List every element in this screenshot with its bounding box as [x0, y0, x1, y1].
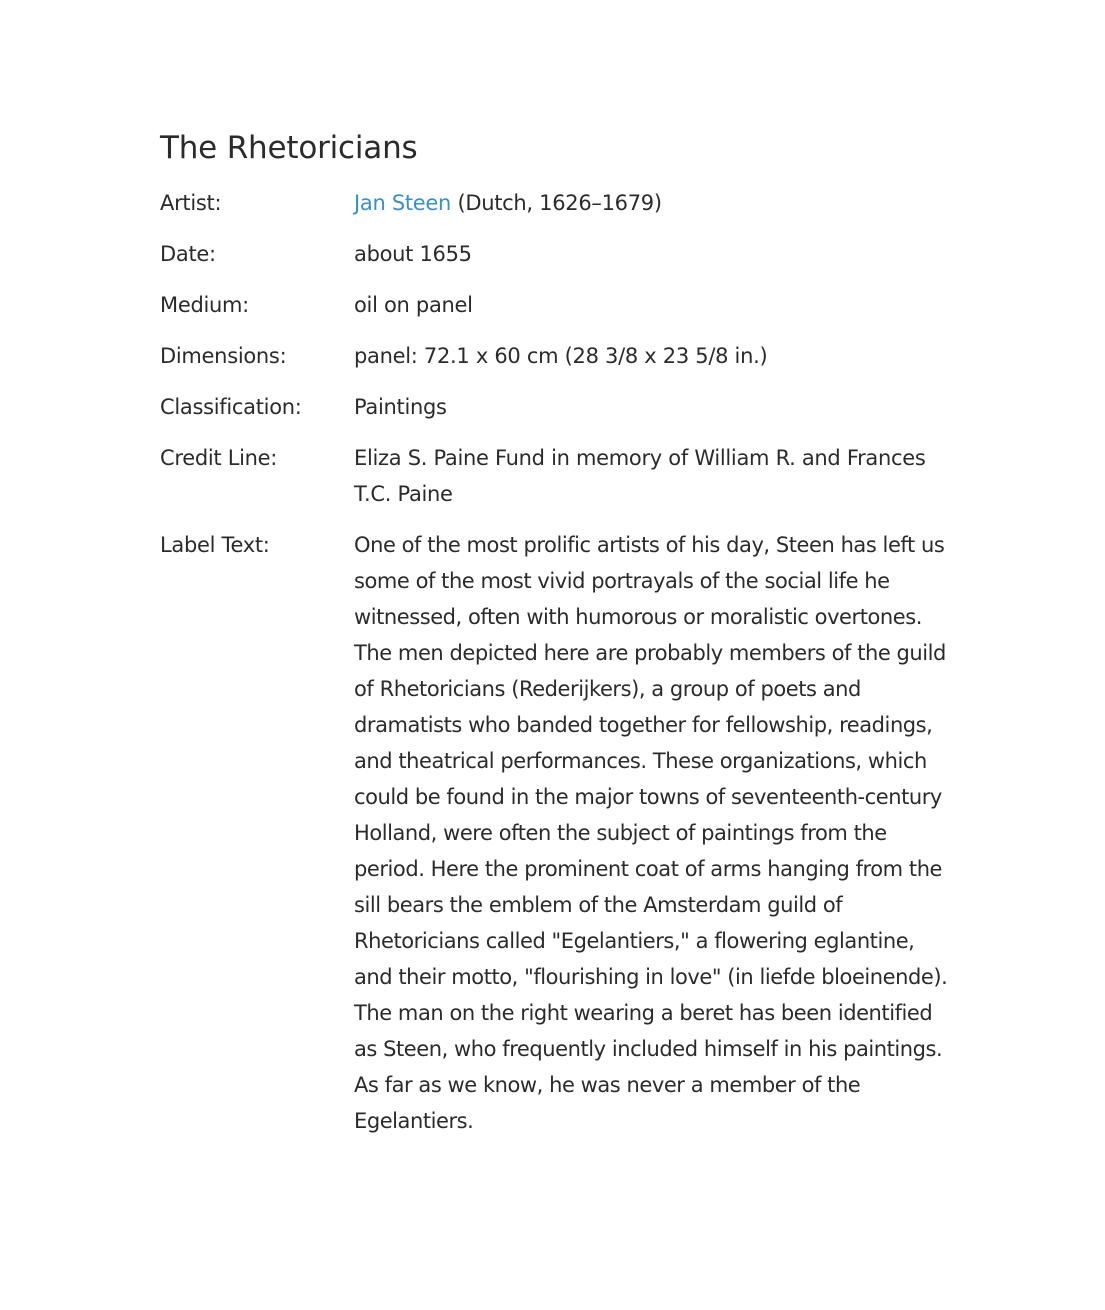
date-label: Date:	[160, 242, 216, 266]
dimensions-value: panel: 72.1 x 60 cm (28 3/8 x 23 5/8 in.)	[354, 344, 768, 368]
label-text-value: One of the most prolific artists of his day, Steen has left us some of the most vivid portrayals of the social life he witnessed, often with humorous or moralistic overtones. The men depicted here are probably members of the guild of Rhetoricians (Rederijkers), a group of poets and dramatists who banded together for fellowship, readings, and theatrical performances. These organizations, which could be found in the major towns of seventeenth-century Holland, were often the subject of paintings from the period. Here the prominent coat of arms hanging from the sill bears the emblem of the Amsterdam guild of Rhetoricians called "Egelantiers," a flowering eglantine, and their motto, "flourishing in love" (in liefde bloeinende). The man on the right wearing a beret has been identified as Steen, who frequently included himself in his paintings. As far as we know, he was never a member of the Egelantiers.	[354, 533, 948, 1133]
detail-row-artist	[160, 185, 980, 221]
date-value: about 1655	[354, 242, 472, 266]
artwork-title: The Rhetoricians	[160, 130, 418, 166]
detail-row-classification	[160, 389, 980, 425]
detail-row-dimensions	[160, 338, 980, 374]
medium-value: oil on panel	[354, 293, 473, 317]
label-text-label: Label Text:	[160, 533, 270, 557]
detail-row-date	[160, 236, 980, 272]
artist-link[interactable]: Jan Steen	[354, 191, 452, 215]
artist-value	[354, 185, 954, 221]
classification-value: Paintings	[354, 395, 447, 419]
dimensions-label: Dimensions:	[160, 344, 287, 368]
artist-label: Artist:	[160, 191, 222, 215]
detail-row-label-text	[160, 527, 980, 1139]
credit-line-label: Credit Line:	[160, 446, 278, 470]
detail-row-credit-line	[160, 440, 980, 512]
artist-nationality-dates: (Dutch, 1626–1679)	[451, 191, 662, 215]
artwork-details	[160, 185, 980, 1154]
credit-line-value: Eliza S. Paine Fund in memory of William R. and Frances T.C. Paine	[354, 446, 926, 506]
classification-label: Classification:	[160, 395, 302, 419]
medium-label: Medium:	[160, 293, 249, 317]
detail-row-medium	[160, 287, 980, 323]
